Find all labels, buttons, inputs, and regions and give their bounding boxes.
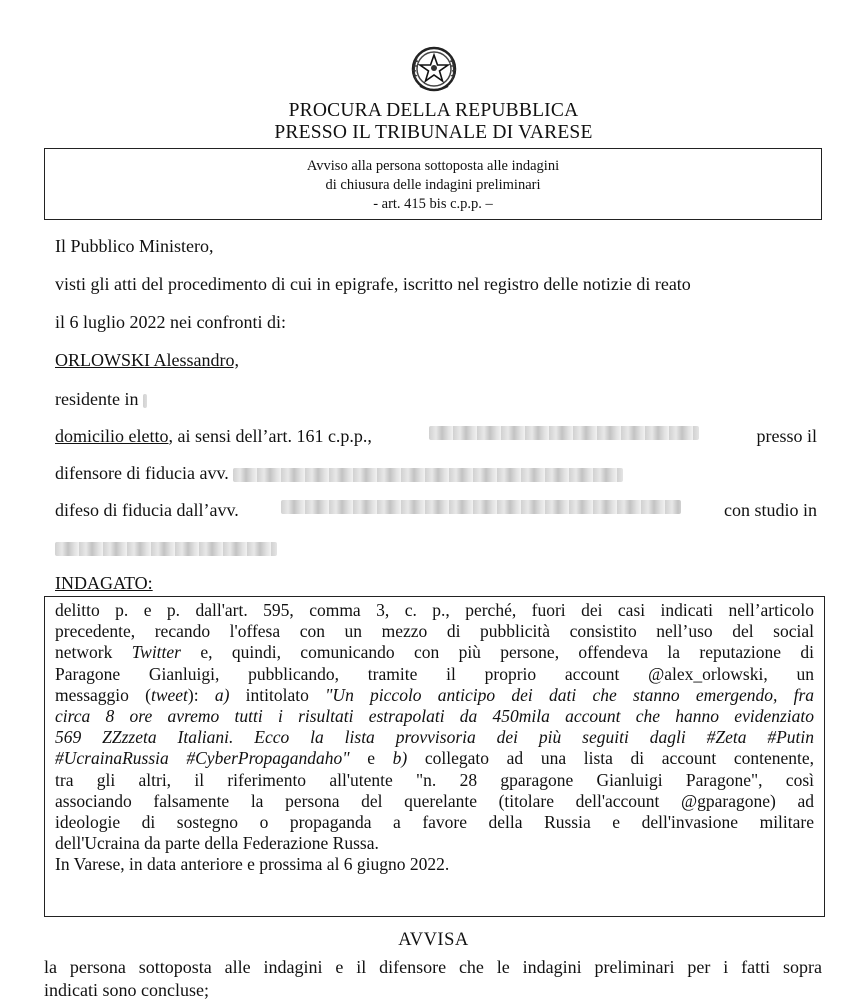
defended-label: difeso di fiducia dall’avv. — [55, 500, 239, 520]
studio-address-line — [55, 537, 277, 558]
redacted-residence — [143, 394, 147, 408]
notice-box — [44, 148, 822, 220]
charge-line: associando falsamente la persona del querelante (titolare dell'account @gparagone) ad — [55, 790, 814, 811]
charge-line: 569 ZZzzeta Italiani. Ecco la lista provvisoria dei più seguiti dagli #Zeta #Putin — [55, 727, 814, 748]
visti-line: visti gli atti del procedimento di cui in epigrafe, iscritto nel registro delle notizie di reato — [55, 274, 691, 294]
charge-line: ideologie di sostegno o propaganda a favore della Russia e dell'invasione militare — [55, 812, 814, 833]
date-line: il 6 luglio 2022 nei confronti di: — [55, 312, 286, 332]
charge-line: tra gli altri, il riferimento all'utente "n. 28 gparagone Gianluigi Paragone", così — [55, 769, 814, 790]
attorney-line — [55, 463, 623, 484]
notice-line-1: Avviso alla persona sottoposta alle indagini — [306, 158, 560, 174]
redacted-defender — [281, 500, 681, 514]
avvisa-heading: AVVISA — [398, 930, 469, 950]
republic-emblem-icon — [406, 40, 462, 96]
charge-line: In Varese, in data anteriore e prossima al 6 giugno 2022. — [55, 854, 450, 875]
charge-line: network Twitter e, quindi, comunicando con più persone, offendeva la reputazione di — [55, 642, 815, 663]
charge-line: delitto p. e p. dall'art. 595, comma 3, c. p., perché, fuori dei casi indicati nell’articolo — [55, 600, 814, 620]
studio-label: con studio in — [724, 500, 817, 520]
notice-line-3: - art. 415 bis c.p.p. – — [373, 196, 493, 212]
charge-line: dell'Ucraina da parte della Federazione Russa. — [55, 833, 379, 854]
charge-line: precedente, recando l'offesa con un mezzo di pubblicità consistito nell’uso del social — [55, 621, 814, 642]
redacted-studio — [55, 542, 277, 556]
presso-text: presso il — [756, 426, 817, 446]
redacted-domicile — [429, 426, 699, 440]
domicile-text: , ai sensi dell’art. 161 c.p.p., — [168, 426, 372, 446]
avvisa-line-2: indicati sono concluse; — [44, 980, 209, 1000]
domicile-label: domicilio eletto — [55, 426, 169, 446]
charge-line: messaggio (tweet): a) intitolato "Un piccolo anticipo dei dati che stanno emergendo, fra — [55, 684, 815, 705]
office-title: PROCURA DELLA REPUBBLICA — [288, 100, 579, 121]
redacted-attorney — [233, 468, 623, 482]
indagato-heading: INDAGATO: — [55, 573, 153, 593]
pm-line: Il Pubblico Ministero, — [55, 236, 214, 256]
residence-line — [55, 389, 147, 410]
notice-line-2: di chiusura delle indagini preliminari — [325, 177, 541, 193]
residence-label: residente in — [55, 389, 139, 409]
avvisa-line-1: la persona sottoposta alle indagini e il difensore che le indagini preliminari per i fatti sopra — [44, 957, 822, 977]
domicile-line — [55, 426, 817, 447]
defendant-name: ORLOWSKI Alessandro, — [55, 350, 239, 370]
charge-box — [44, 596, 825, 917]
office-subtitle: PRESSO IL TRIBUNALE DI VARESE — [274, 122, 593, 143]
attorney-label: difensore di fiducia avv. — [55, 463, 229, 483]
charge-line: Paragone Gianluigi, pubblicando, tramite il proprio account @alex_orlowski, un — [55, 663, 814, 684]
defended-line — [55, 500, 817, 521]
charge-line: #UcrainaRussia #CyberPropagandaho" e b) collegato ad una lista di account contenente, — [55, 748, 815, 769]
charge-line: circa 8 ore avremo tutti i risultati estrapolati da 450mila account che hanno evidenziato — [55, 706, 814, 727]
